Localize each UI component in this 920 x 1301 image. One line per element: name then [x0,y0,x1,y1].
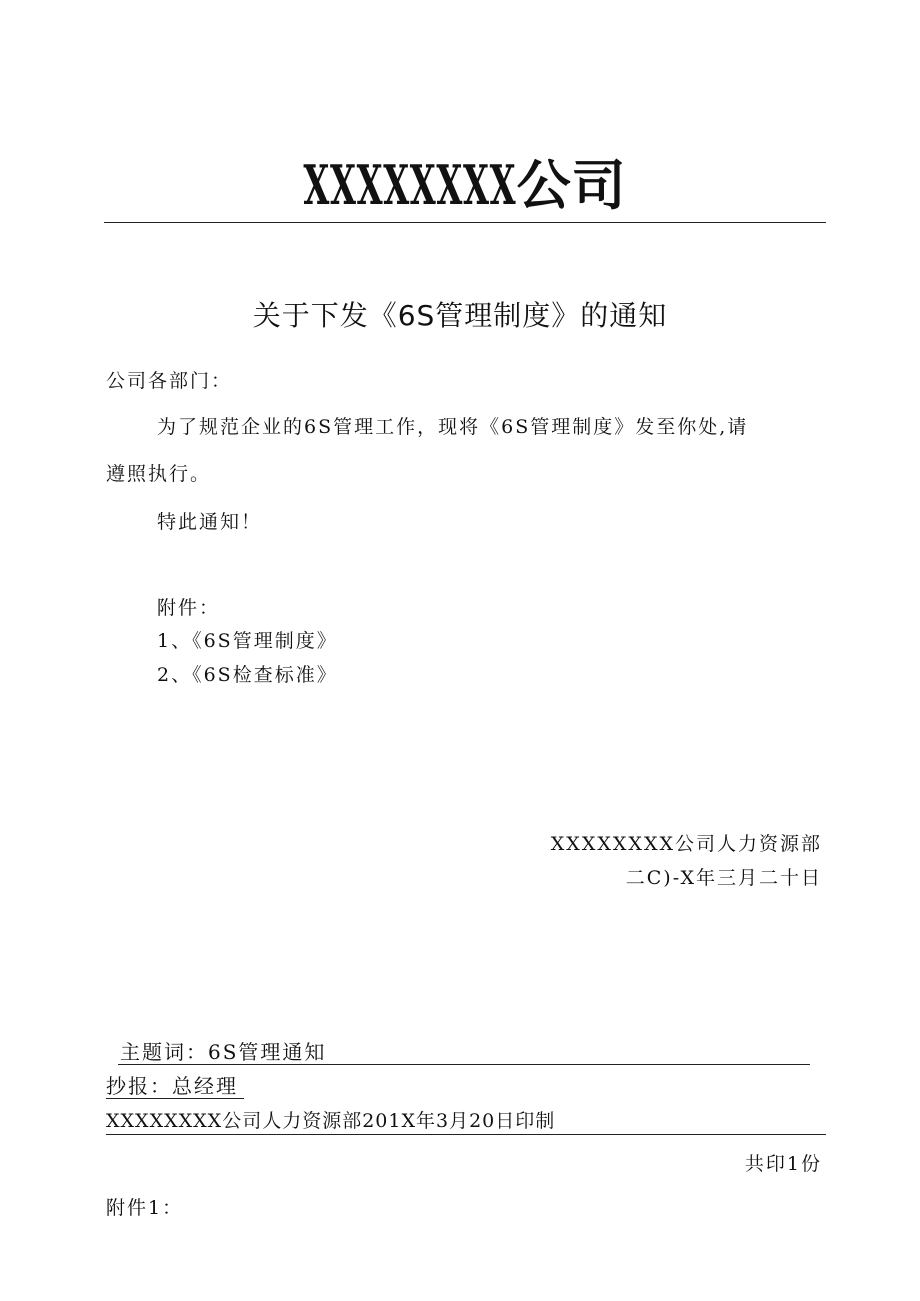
closing-line: 特此通知！ [157,511,263,533]
subject-keywords: 主题词：6S管理通知 [120,1040,327,1064]
attachments-label: 附件： [157,597,221,619]
attachment-item: 2、《6S检查标准》 [157,664,338,686]
company-name-latin: XXXXXXXX [303,153,517,217]
salutation: 公司各部门： [106,370,233,392]
cc-underline [106,1098,244,1099]
company-name-cn: 公司 [516,153,627,217]
issuer: XXXXXXXX公司人力资源部 [550,833,822,855]
notice-title: 关于下发《6S管理制度》的通知 [252,299,668,332]
copies-count: 共印1份 [744,1153,822,1175]
body-line-2: 遵照执行。 [106,463,212,485]
printed-by: XXXXXXXX公司人力资源部201X年3月20日印制 [106,1110,556,1132]
company-header [0,150,920,220]
print-divider [106,1134,826,1135]
attachment-item: 1、《6S管理制度》 [157,630,338,652]
body-line-1: 为了规范企业的6S管理工作，现将《6S管理制度》发至你处,请 [157,416,749,438]
cc-line: 抄报：总经理 [106,1074,238,1098]
attachment-1-heading: 附件1： [106,1197,184,1219]
issue-date: 二C)-X年三月二十日 [625,867,822,889]
header-divider [104,222,826,223]
keywords-underline [118,1064,810,1065]
